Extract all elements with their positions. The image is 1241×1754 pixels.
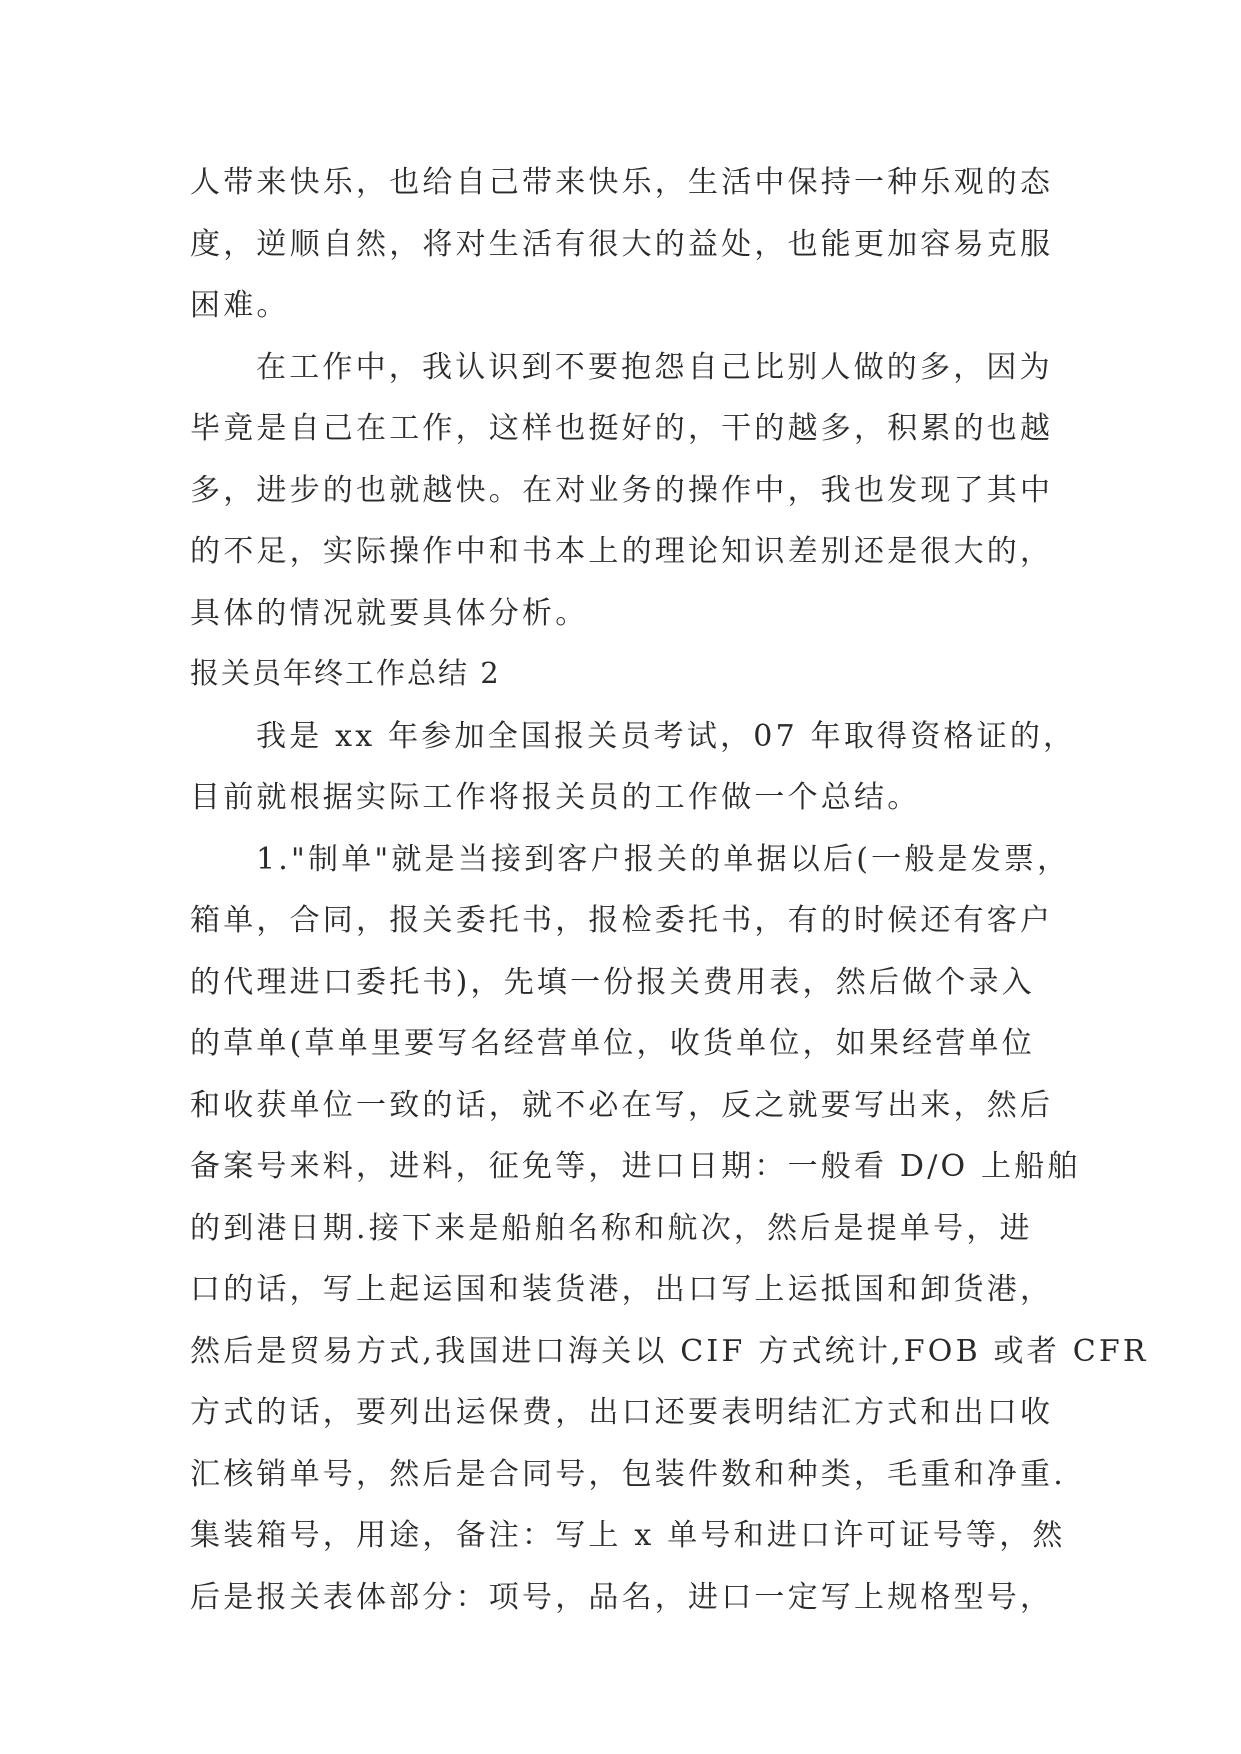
text-line: 1."制单"就是当接到客户报关的单据以后(一般是发票， xyxy=(256,841,1071,877)
text-line: 后是报关表体部分：项号，品名，进口一定写上规格型号， xyxy=(190,1579,1054,1615)
text-line: 具体的情况就要具体分析。 xyxy=(190,595,589,631)
text-line: 人带来快乐，也给自己带来快乐，生活中保持一种乐观的态 xyxy=(190,165,1054,200)
text-line: 多，进步的也就越快。在对业务的操作中，我也发现了其中 xyxy=(190,472,1054,508)
text-line: 在工作中，我认识到不要抱怨自己比别人做的多，因为 xyxy=(256,349,1053,385)
paragraph xyxy=(190,829,1149,1629)
text-line: 备案号来料，进料，征免等，进口日期：一般看 D/O 上船舶 xyxy=(190,1149,1081,1184)
paragraph xyxy=(190,337,1060,645)
text-line: 的代理进口委托书)，先填一份报关费用表，然后做个录入 xyxy=(190,964,1035,1000)
text-line: 度，逆顺自然，将对生活有很大的益处，也能更加容易克服 xyxy=(190,226,1054,262)
text-line: 毕竟是自己在工作，这样也挺好的，干的越多，积累的也越 xyxy=(190,411,1054,446)
text-line: 的不足，实际操作中和书本上的理论知识差别还是很大的， xyxy=(190,534,1054,569)
text-line: 汇核销单号，然后是合同号，包装件数和种类，毛重和净重. xyxy=(190,1456,1066,1492)
text-line: 目前就根据实际工作将报关员的工作做一个总结。 xyxy=(190,780,921,815)
text-line: 的到港日期.接下来是船舶名称和航次，然后是提单号，进 xyxy=(190,1210,1033,1246)
text-line: 集装箱号，用途，备注：写上 x 单号和进口许可证号等，然 xyxy=(190,1518,1066,1553)
text-line: 的草单(草单里要写名经营单位，收货单位，如果经营单位 xyxy=(190,1026,1035,1061)
text-line: 方式的话，要列出运保费，出口还要表明结汇方式和出口收 xyxy=(190,1395,1054,1430)
text-line: 然后是贸易方式,我国进口海关以 CIF 方式统计,FOB 或者 CFR xyxy=(190,1333,1149,1369)
text-line: 和收获单位一致的话，就不必在写，反之就要写出来，然后 xyxy=(190,1087,1054,1123)
text-line: 箱单，合同，报关委托书，报检委托书，有的时候还有客户 xyxy=(190,903,1054,938)
text-line: 困难。 xyxy=(190,288,290,323)
text-line: 我是 xx 年参加全国报关员考试，07 年取得资格证的， xyxy=(256,718,1077,754)
paragraph xyxy=(190,706,1077,829)
text-line: 口的话，写上起运国和装货港，出口写上运抵国和卸货港， xyxy=(190,1272,1054,1307)
paragraph xyxy=(190,152,1060,337)
document-body xyxy=(190,152,1149,1628)
section-title: 报关员年终工作总结 2 xyxy=(190,656,501,690)
